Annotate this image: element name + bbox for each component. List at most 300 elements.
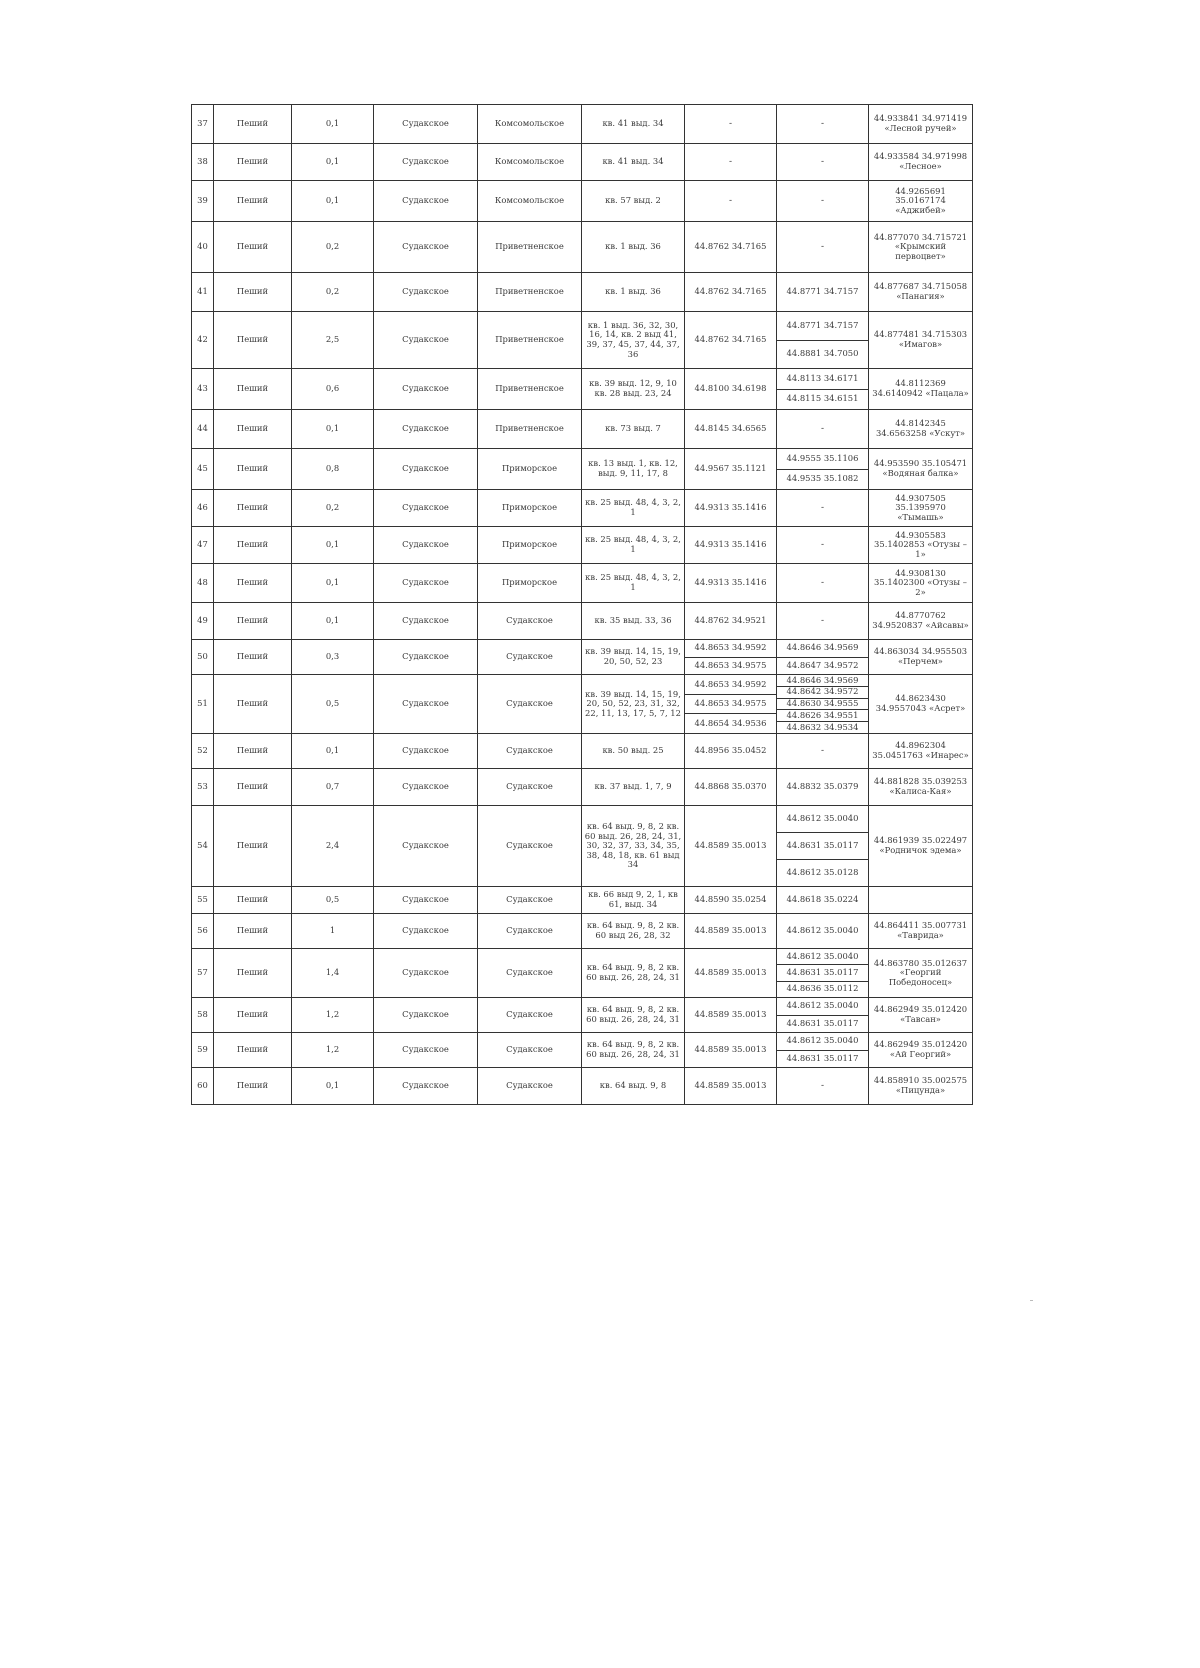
cell-len: 0,7: [292, 769, 374, 806]
cell-start: [685, 490, 777, 527]
cell-forestry: Приветненское: [478, 312, 582, 369]
coordinate-value: 44.8762 34.9521: [694, 615, 767, 626]
cell-start: [685, 1068, 777, 1105]
cell-type: Пеший: [214, 1068, 292, 1105]
coordinate-value: -: [820, 156, 825, 167]
cell-n: 47: [192, 527, 214, 564]
coordinate-value: 44.8100 34.6198: [694, 383, 767, 394]
table-row: [192, 806, 973, 887]
cell-ms: Судакское: [374, 640, 478, 675]
table-row: [192, 181, 973, 222]
coordinate-value: -: [820, 745, 825, 756]
coordinate-value: 44.8626 34.9551: [777, 709, 868, 721]
cell-forestry: Судакское: [478, 640, 582, 675]
cell-object: 44.877481 34.715303 «Имагов»: [869, 312, 973, 369]
cell-len: 0,1: [292, 410, 374, 449]
cell-forestry: Судакское: [478, 1068, 582, 1105]
cell-n: 51: [192, 675, 214, 734]
cell-len: 0,1: [292, 144, 374, 181]
cell-len: 0,5: [292, 887, 374, 914]
cell-quarter: кв. 41 выд. 34: [582, 144, 685, 181]
coordinate-value: 44.8762 34.7165: [694, 334, 767, 345]
coordinate-value: 44.8589 35.0013: [694, 1009, 767, 1020]
cell-len: 0,2: [292, 273, 374, 312]
cell-end: [777, 410, 869, 449]
coordinate-value: -: [820, 423, 825, 434]
table-row: [192, 640, 973, 675]
cell-end: [777, 675, 869, 734]
cell-quarter: кв. 25 выд. 48, 4, 3, 2, 1: [582, 527, 685, 564]
coordinate-value: 44.8631 35.0117: [777, 1015, 868, 1033]
table-row: [192, 410, 973, 449]
cell-forestry: Комсомольское: [478, 105, 582, 144]
cell-forestry: Судакское: [478, 769, 582, 806]
cell-len: 0,1: [292, 105, 374, 144]
cell-forestry: Приморское: [478, 564, 582, 603]
cell-type: Пеший: [214, 949, 292, 998]
cell-quarter: кв. 73 выд. 7: [582, 410, 685, 449]
cell-n: 53: [192, 769, 214, 806]
coordinate-value: 44.8612 35.0040: [786, 1000, 859, 1011]
cell-type: Пеший: [214, 312, 292, 369]
cell-start: [685, 449, 777, 490]
coordinate-value: 44.9555 35.1106: [786, 452, 859, 463]
cell-object: 44.862949 35.012420 «Ай Георгий»: [869, 1033, 973, 1068]
coordinate-value: 44.8589 35.0013: [694, 967, 767, 978]
cell-len: 1: [292, 914, 374, 949]
cell-forestry: Судакское: [478, 887, 582, 914]
cell-start: [685, 222, 777, 273]
cell-n: 42: [192, 312, 214, 369]
coordinate-value: 44.8612 35.0040: [786, 950, 859, 961]
cell-n: 43: [192, 369, 214, 410]
cell-forestry: Судакское: [478, 949, 582, 998]
cell-end: [777, 527, 869, 564]
cell-forestry: Судакское: [478, 914, 582, 949]
coordinate-value: 44.9313 35.1416: [694, 502, 767, 513]
cell-ms: Судакское: [374, 369, 478, 410]
cell-end: [777, 181, 869, 222]
cell-ms: Судакское: [374, 806, 478, 887]
cell-end: [777, 603, 869, 640]
cell-len: 0,1: [292, 181, 374, 222]
cell-start: [685, 806, 777, 887]
cell-end: [777, 144, 869, 181]
cell-start: [685, 181, 777, 222]
cell-ms: Судакское: [374, 273, 478, 312]
cell-quarter: кв. 39 выд. 12, 9, 10 кв. 28 выд. 23, 24: [582, 369, 685, 410]
coordinate-value: 44.8653 34.9592: [694, 642, 767, 653]
cell-len: 0,2: [292, 222, 374, 273]
cell-type: Пеший: [214, 675, 292, 734]
cell-quarter: кв. 35 выд. 33, 36: [582, 603, 685, 640]
cell-end: [777, 734, 869, 769]
coordinate-value: -: [820, 195, 825, 206]
cell-type: Пеший: [214, 410, 292, 449]
cell-start: [685, 734, 777, 769]
cell-ms: Судакское: [374, 887, 478, 914]
trail-table: [191, 104, 973, 1105]
cell-start: [685, 410, 777, 449]
cell-type: Пеший: [214, 273, 292, 312]
coordinate-value: 44.8589 35.0013: [694, 1044, 767, 1055]
cell-start: [685, 105, 777, 144]
cell-quarter: кв. 39 выд. 14, 15, 19, 20, 50, 52, 23: [582, 640, 685, 675]
coordinate-value: 44.8646 34.9569: [786, 674, 859, 685]
coordinate-value: -: [820, 241, 825, 252]
cell-start: [685, 998, 777, 1033]
cell-start: [685, 949, 777, 998]
coordinate-value: -: [728, 156, 733, 167]
cell-object: 44.8142345 34.6563258 «Ускут»: [869, 410, 973, 449]
cell-start: [685, 1033, 777, 1068]
cell-len: 0,1: [292, 527, 374, 564]
cell-end: [777, 914, 869, 949]
cell-forestry: Судакское: [478, 1033, 582, 1068]
cell-n: 55: [192, 887, 214, 914]
cell-type: Пеший: [214, 105, 292, 144]
coordinate-value: 44.8654 34.9536: [685, 713, 776, 733]
cell-ms: Судакское: [374, 998, 478, 1033]
cell-len: 2,4: [292, 806, 374, 887]
cell-n: 38: [192, 144, 214, 181]
cell-start: [685, 914, 777, 949]
cell-quarter: кв. 57 выд. 2: [582, 181, 685, 222]
cell-object: 44.9265691 35.0167174 «Аджибей»: [869, 181, 973, 222]
cell-type: Пеший: [214, 806, 292, 887]
coordinate-value: 44.8832 35.0379: [786, 781, 859, 792]
cell-len: 0,2: [292, 490, 374, 527]
cell-ms: Судакское: [374, 734, 478, 769]
coordinate-value: 44.8145 34.6565: [694, 423, 767, 434]
cell-ms: Судакское: [374, 603, 478, 640]
table-row: [192, 734, 973, 769]
cell-start: [685, 640, 777, 675]
table-row: [192, 369, 973, 410]
cell-quarter: кв. 39 выд. 14, 15, 19, 20, 50, 52, 23, 31, 32, 22, 11, 13, 17, 5, 7, 12: [582, 675, 685, 734]
coordinate-value: 44.8612 35.0040: [786, 813, 859, 824]
cell-len: 2,5: [292, 312, 374, 369]
cell-type: Пеший: [214, 449, 292, 490]
coordinate-value: 44.8612 35.0128: [777, 859, 868, 886]
coordinate-value: 44.8612 35.0040: [786, 1035, 859, 1046]
table-row: [192, 144, 973, 181]
coordinate-value: 44.9535 35.1082: [777, 469, 868, 490]
cell-n: 49: [192, 603, 214, 640]
coordinate-value: -: [820, 577, 825, 588]
cell-start: [685, 144, 777, 181]
cell-forestry: Приморское: [478, 449, 582, 490]
cell-quarter: кв. 64 выд. 9, 8, 2 кв. 60 выд. 26, 28, 24, 31, 30, 32, 37, 33, 34, 35, 38, 48, 18, кв. 61 выд 34: [582, 806, 685, 887]
cell-end: [777, 312, 869, 369]
cell-quarter: кв. 25 выд. 48, 4, 3, 2, 1: [582, 490, 685, 527]
cell-start: [685, 564, 777, 603]
cell-object: 44.863034 34.955503 «Перчем»: [869, 640, 973, 675]
cell-type: Пеший: [214, 914, 292, 949]
table-row: [192, 769, 973, 806]
coordinate-value: 44.8647 34.9572: [777, 657, 868, 675]
coordinate-value: 44.8612 35.0040: [786, 925, 859, 936]
cell-end: [777, 222, 869, 273]
cell-quarter: кв. 41 выд. 34: [582, 105, 685, 144]
cell-object: [869, 887, 973, 914]
cell-type: Пеший: [214, 527, 292, 564]
cell-len: 0,8: [292, 449, 374, 490]
coordinate-value: 44.8771 34.7157: [786, 319, 859, 330]
cell-type: Пеший: [214, 144, 292, 181]
cell-ms: Судакское: [374, 410, 478, 449]
cell-type: Пеший: [214, 369, 292, 410]
cell-len: 1,4: [292, 949, 374, 998]
coordinate-value: 44.8632 34.9534: [777, 721, 868, 733]
cell-forestry: Приветненское: [478, 369, 582, 410]
table-row: [192, 675, 973, 734]
cell-ms: Судакское: [374, 949, 478, 998]
cell-ms: Судакское: [374, 490, 478, 527]
cell-end: [777, 887, 869, 914]
cell-quarter: кв. 1 выд. 36: [582, 222, 685, 273]
cell-n: 45: [192, 449, 214, 490]
cell-object: 44.863780 35.012637 «Георгий Победоносец»: [869, 949, 973, 998]
cell-n: 56: [192, 914, 214, 949]
table-row: [192, 449, 973, 490]
cell-end: [777, 769, 869, 806]
coordinate-value: 44.8631 35.0117: [777, 964, 868, 980]
cell-type: Пеший: [214, 998, 292, 1033]
cell-ms: Судакское: [374, 1068, 478, 1105]
cell-object: 44.8112369 34.6140942 «Пацала»: [869, 369, 973, 410]
table-row: [192, 1068, 973, 1105]
cell-object: 44.861939 35.022497 «Родничок эдема»: [869, 806, 973, 887]
cell-type: Пеший: [214, 734, 292, 769]
coordinate-value: 44.9567 35.1121: [694, 463, 767, 474]
cell-quarter: кв. 64 выд. 9, 8, 2 кв. 60 выд. 26, 28, 24, 31: [582, 998, 685, 1033]
table-row: [192, 998, 973, 1033]
coordinate-value: 44.9313 35.1416: [694, 577, 767, 588]
cell-forestry: Судакское: [478, 806, 582, 887]
cell-type: Пеший: [214, 564, 292, 603]
cell-object: 44.862949 35.012420 «Тавсан»: [869, 998, 973, 1033]
cell-ms: Судакское: [374, 527, 478, 564]
coordinate-value: -: [820, 615, 825, 626]
cell-len: 1,2: [292, 998, 374, 1033]
coordinate-value: 44.8113 34.6171: [786, 372, 859, 383]
cell-n: 60: [192, 1068, 214, 1105]
cell-start: [685, 527, 777, 564]
cell-n: 39: [192, 181, 214, 222]
cell-object: 44.877687 34.715058 «Панагия»: [869, 273, 973, 312]
cell-ms: Судакское: [374, 181, 478, 222]
coordinate-value: -: [820, 118, 825, 129]
cell-end: [777, 105, 869, 144]
coordinate-value: 44.8631 35.0117: [777, 1050, 868, 1068]
coordinate-value: 44.8762 34.7165: [694, 241, 767, 252]
cell-object: 44.933584 34.971998 «Лесное»: [869, 144, 973, 181]
cell-start: [685, 603, 777, 640]
cell-n: 52: [192, 734, 214, 769]
cell-end: [777, 1068, 869, 1105]
cell-end: [777, 369, 869, 410]
cell-forestry: Судакское: [478, 998, 582, 1033]
cell-quarter: кв. 50 выд. 25: [582, 734, 685, 769]
table-row: [192, 1033, 973, 1068]
cell-ms: Судакское: [374, 564, 478, 603]
coordinate-value: 44.8618 35.0224: [786, 894, 859, 905]
coordinate-value: 44.8653 34.9575: [685, 694, 776, 714]
cell-forestry: Приморское: [478, 490, 582, 527]
cell-end: [777, 273, 869, 312]
cell-n: 58: [192, 998, 214, 1033]
coordinate-value: 44.8636 35.0112: [777, 981, 868, 997]
cell-end: [777, 564, 869, 603]
cell-type: Пеший: [214, 222, 292, 273]
table-body: [192, 105, 973, 1105]
cell-type: Пеший: [214, 887, 292, 914]
cell-len: 0,1: [292, 734, 374, 769]
cell-object: 44.9307505 35.1395970 «Тымашь»: [869, 490, 973, 527]
coordinate-value: -: [820, 539, 825, 550]
coordinate-value: 44.9313 35.1416: [694, 539, 767, 550]
cell-end: [777, 998, 869, 1033]
cell-end: [777, 806, 869, 887]
cell-len: 0,1: [292, 603, 374, 640]
coordinate-value: -: [728, 118, 733, 129]
coordinate-value: 44.8115 34.6151: [777, 389, 868, 410]
cell-end: [777, 490, 869, 527]
cell-quarter: кв. 1 выд. 36, 32, 30, 16, 14, кв. 2 выд 41, 39, 37, 45, 37, 44, 37, 36: [582, 312, 685, 369]
cell-ms: Судакское: [374, 769, 478, 806]
coordinate-value: 44.8653 34.9592: [694, 678, 767, 689]
cell-quarter: кв. 25 выд. 48, 4, 3, 2, 1: [582, 564, 685, 603]
cell-end: [777, 640, 869, 675]
cell-object: 44.864411 35.007731 «Таврида»: [869, 914, 973, 949]
cell-start: [685, 675, 777, 734]
cell-forestry: Приветненское: [478, 273, 582, 312]
cell-forestry: Судакское: [478, 675, 582, 734]
cell-forestry: Приветненское: [478, 410, 582, 449]
coordinate-value: -: [728, 195, 733, 206]
coordinate-value: 44.8630 34.9555: [777, 698, 868, 710]
cell-start: [685, 769, 777, 806]
cell-forestry: Приморское: [478, 527, 582, 564]
cell-type: Пеший: [214, 603, 292, 640]
cell-object: 44.8770762 34.9520837 «Айсавы»: [869, 603, 973, 640]
table-row: [192, 490, 973, 527]
coordinate-value: 44.8589 35.0013: [694, 1080, 767, 1091]
cell-n: 44: [192, 410, 214, 449]
cell-n: 41: [192, 273, 214, 312]
coordinate-value: -: [820, 502, 825, 513]
coordinate-value: 44.8589 35.0013: [694, 840, 767, 851]
cell-n: 59: [192, 1033, 214, 1068]
cell-len: 0,6: [292, 369, 374, 410]
cell-ms: Судакское: [374, 675, 478, 734]
coordinate-value: 44.8646 34.9569: [786, 642, 859, 653]
cell-n: 54: [192, 806, 214, 887]
cell-type: Пеший: [214, 181, 292, 222]
cell-end: [777, 949, 869, 998]
cell-object: 44.8623430 34.9557043 «Асрет»: [869, 675, 973, 734]
cell-quarter: кв. 37 выд. 1, 7, 9: [582, 769, 685, 806]
coordinate-value: 44.8590 35.0254: [694, 894, 767, 905]
table-row: [192, 914, 973, 949]
coordinate-value: 44.8956 35.0452: [694, 745, 767, 756]
cell-type: Пеший: [214, 490, 292, 527]
table-row: [192, 887, 973, 914]
coordinate-value: 44.8771 34.7157: [786, 286, 859, 297]
cell-start: [685, 887, 777, 914]
cell-len: 0,3: [292, 640, 374, 675]
cell-n: 37: [192, 105, 214, 144]
cell-object: 44.9305583 35.1402853 «Отузы – 1»: [869, 527, 973, 564]
table-row: [192, 222, 973, 273]
coordinate-value: -: [820, 1080, 825, 1091]
cell-object: 44.953590 35.105471 «Водяная балка»: [869, 449, 973, 490]
cell-forestry: Комсомольское: [478, 144, 582, 181]
cell-type: Пеший: [214, 769, 292, 806]
coordinate-value: 44.8589 35.0013: [694, 925, 767, 936]
cell-ms: Судакское: [374, 312, 478, 369]
cell-forestry: Приветненское: [478, 222, 582, 273]
cell-quarter: кв. 66 выд 9, 2, 1, кв 61, выд. 34: [582, 887, 685, 914]
cell-quarter: кв. 13 выд. 1, кв. 12, выд. 9, 11, 17, 8: [582, 449, 685, 490]
cell-end: [777, 1033, 869, 1068]
cell-end: [777, 449, 869, 490]
cell-ms: Судакское: [374, 222, 478, 273]
cell-quarter: кв. 64 выд. 9, 8, 2 кв. 60 выд 26, 28, 32: [582, 914, 685, 949]
cell-start: [685, 312, 777, 369]
cell-type: Пеший: [214, 640, 292, 675]
coordinate-value: 44.8881 34.7050: [777, 340, 868, 369]
cell-ms: Судакское: [374, 105, 478, 144]
cell-ms: Судакское: [374, 449, 478, 490]
cell-len: 0,1: [292, 1068, 374, 1105]
cell-n: 48: [192, 564, 214, 603]
table-row: [192, 527, 973, 564]
coordinate-value: 44.8631 35.0117: [777, 832, 868, 859]
cell-quarter: кв. 64 выд. 9, 8, 2 кв. 60 выд. 26, 28, 24, 31: [582, 1033, 685, 1068]
cell-len: 1,2: [292, 1033, 374, 1068]
table-row: [192, 564, 973, 603]
table-row: [192, 105, 973, 144]
cell-n: 50: [192, 640, 214, 675]
cell-object: 44.8962304 35.0451763 «Инарес»: [869, 734, 973, 769]
table-row: [192, 273, 973, 312]
cell-start: [685, 273, 777, 312]
table-row: [192, 603, 973, 640]
coordinate-value: 44.8762 34.7165: [694, 286, 767, 297]
cell-len: 0,1: [292, 564, 374, 603]
cell-quarter: кв. 64 выд. 9, 8: [582, 1068, 685, 1105]
cell-object: 44.933841 34.971419 «Лесной ручей»: [869, 105, 973, 144]
cell-forestry: Комсомольское: [478, 181, 582, 222]
cell-quarter: кв. 1 выд. 36: [582, 273, 685, 312]
cell-ms: Судакское: [374, 1033, 478, 1068]
table-row: [192, 312, 973, 369]
cell-forestry: Судакское: [478, 734, 582, 769]
cell-object: 44.877070 34.715721 «Крымский первоцвет»: [869, 222, 973, 273]
cell-object: 44.9308130 35.1402300 «Отузы – 2»: [869, 564, 973, 603]
cell-quarter: кв. 64 выд. 9, 8, 2 кв. 60 выд. 26, 28, 24, 31: [582, 949, 685, 998]
cell-ms: Судакское: [374, 914, 478, 949]
cell-n: 46: [192, 490, 214, 527]
cell-forestry: Судакское: [478, 603, 582, 640]
cell-object: 44.858910 35.002575 «Пицунда»: [869, 1068, 973, 1105]
scan-speck: [1030, 1300, 1033, 1301]
cell-object: 44.881828 35.039253 «Калиса-Кая»: [869, 769, 973, 806]
cell-len: 0,5: [292, 675, 374, 734]
cell-start: [685, 369, 777, 410]
